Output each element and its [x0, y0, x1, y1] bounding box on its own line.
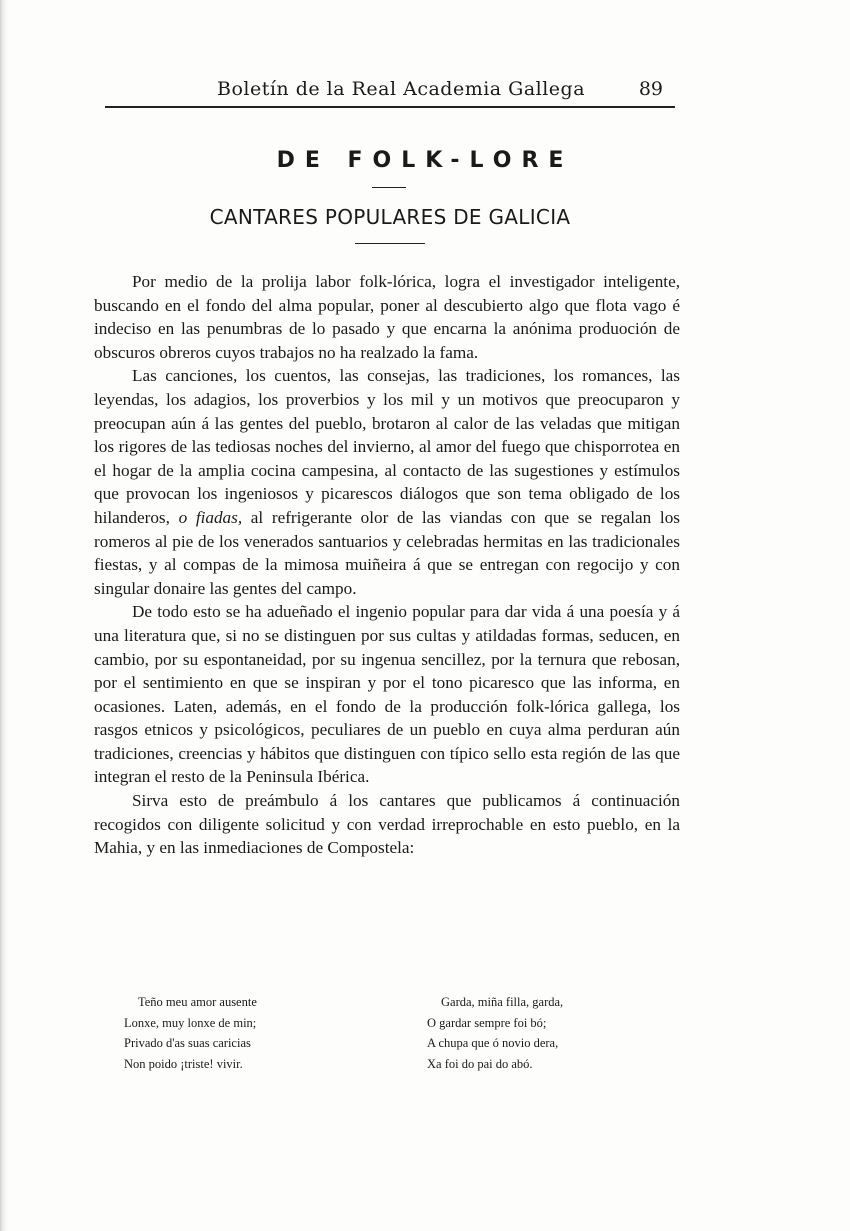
poem-left [124, 992, 257, 1074]
paragraph-2 [94, 364, 680, 600]
paragraph-2-tail: al refrigerante olor de las viandas con que se regalan los romeros al pie de los venerados santuarios y celebradas hermitas en las tradicionales fiestas, y al compas de la mimosa muiñeira á que se entregan con regocijo y con singular donaire las gentes del campo. [94, 507, 680, 598]
page-number: 89 [638, 78, 663, 100]
paragraph-2-text: Las canciones, los cuentos, las consejas, las tradiciones, los romances, las leyendas, los adagios, los proverbios y los mil y un motivos que preocuparon y preocupan aún á las gentes del pueblo, brotaron al calor de las veladas que mitigan los rigores de las tediosas noches del invierno, al amor del fuego que chisporrotea en el hogar de la amplia cocina campesina, al contacto de las sugestiones y estímulos que provocan los ingeniosos y picarescos diálogos que son tema obligado de los hilanderos, [94, 366, 680, 527]
article-subtitle: CANTARES POPULARES DE GALICIA [209, 205, 571, 229]
paragraph-4: Sirva esto de preámbulo á los cantares que publicamos á continuación recogidos con diligente solicitud y con verdad irreprochable en esto pueblo, en la Mahia, y en las inmediaciones de Compostela: [94, 791, 680, 858]
poem-line: A chupa que ó novio dera, [427, 1036, 559, 1050]
poem-line: O gardar sempre foi bó; [427, 1015, 547, 1030]
poem-line: Garda, miña filla, garda, [441, 995, 564, 1009]
poem-line: Xa foi do pai do abó. [427, 1056, 533, 1071]
running-header [105, 74, 675, 108]
paragraph-1: Por medio de la prolija labor folk-lórica, logra el investigador inteligente, buscando en el fondo del alma popular, poner al descubierto algo que flota vago é indeciso en las penumbras de lo pasado y que encarna la anónima produoción de obscuros obreros cuyos trabajos no ha realzado la fama. [94, 272, 680, 362]
poem-right [427, 992, 563, 1074]
paragraph-2-italic: o fiadas, [178, 507, 243, 527]
journal-title: Boletín de la Real Academia Gallega [217, 78, 586, 100]
article-body [94, 270, 680, 860]
section-title: DE FOLK-LORE [276, 148, 574, 173]
poem-line: Non poido ¡triste! vivir. [124, 1056, 243, 1071]
page-binding-edge [0, 0, 8, 1231]
title-divider [372, 187, 406, 188]
poem-line: Privado d'as suas caricias [124, 1036, 251, 1050]
subtitle-divider [355, 243, 425, 244]
poem-line: Teño meu amor ausente [138, 995, 257, 1009]
poem-line: Lonxe, muy lonxe de min; [124, 1015, 257, 1030]
paragraph-3: De todo esto se ha adueñado el ingenio popular para dar vida á una poesía y á una literatura que, si no se distinguen por sus cultas y atildadas formas, seducen, en cambio, por su espontaneidad, por su ingenua sencillez, por la ternura que rebosan, por el sentimiento en que se inspiran y por el tono picaresco que las informa, en ocasiones. Laten, además, en el fondo de la producción folk-lórica gallega, los rasgos etnicos y psicológicos, peculiares de un pueblo en cuya alma perduran aún tradiciones, creencias y hábitos que distinguen con típico sello esta región de las que integran el resto de la Peninsula Ibérica. [94, 602, 680, 787]
